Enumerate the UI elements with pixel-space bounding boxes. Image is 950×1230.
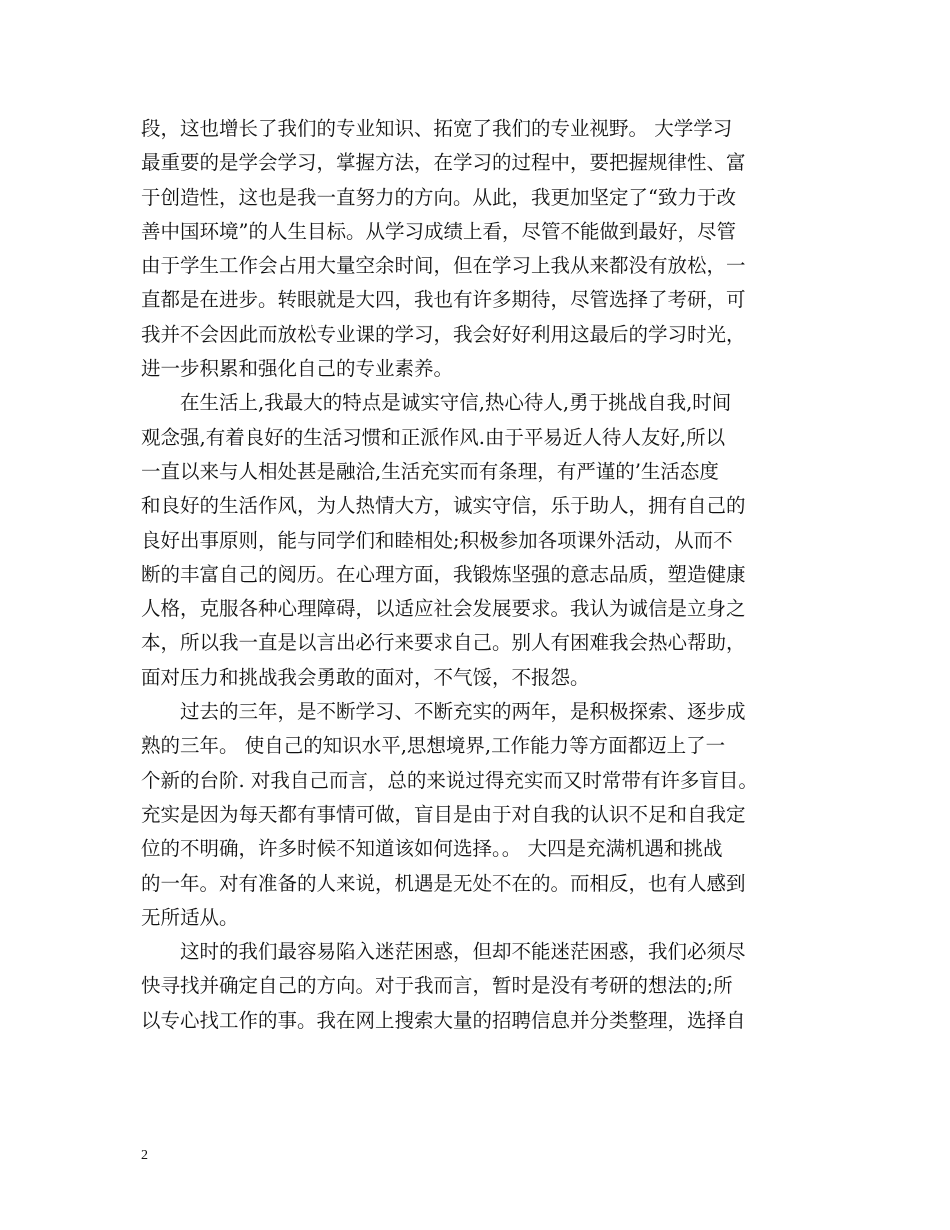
text-line: 直都是在进步。转眼就是大四，我也有许多期待，尽管选择了考研，可 bbox=[141, 288, 746, 312]
text-line: 本，所以我一直是以言出必行来要求自己。别人有困难我会热心帮助， bbox=[141, 631, 746, 655]
text-line: 位的不明确，许多时候不知道该如何选择。。 大四是充满机遇和挑战 bbox=[141, 837, 723, 861]
page-number: 2 bbox=[141, 1148, 148, 1163]
text-line: 充实是因为每天都有事情可做，盲目是由于对自我的认识不足和自我定 bbox=[141, 802, 746, 826]
text-line: 段，这也增长了我们的专业知识、拓宽了我们的专业视野。 大学学习 bbox=[141, 117, 733, 140]
text-line: 良好出事原则，能与同学们和睦相处;积极参加各项课外活动，从而不 bbox=[141, 528, 733, 552]
text-line: 快寻找并确定自己的方向。对于我而言，暂时是没有考研的想法的;所 bbox=[141, 974, 733, 998]
text-line: 熟的三年。 使自己的知识水平,思想境界,工作能力等方面都迈上了一 bbox=[141, 734, 726, 758]
text-line: 的一年。对有准备的人来说，机遇是无处不在的。而相反，也有人感到 bbox=[141, 871, 746, 895]
text-line: 断的丰富自己的阅历。在心理方面，我锻炼坚强的意志品质，塑造健康 bbox=[141, 562, 746, 586]
text-line: 个新的台阶. 对我自己而言，总的来说过得充实而又时常带有许多盲目。 bbox=[141, 768, 758, 792]
text-line: 由于学生工作会占用大量空余时间，但在学习上我从来都没有放松，一 bbox=[141, 254, 746, 278]
text-line: 在生活上,我最大的特点是诚实守信,热心待人,勇于挑战自我,时间 bbox=[180, 391, 732, 415]
text-line: 人格，克服各种心理障碍，以适应社会发展要求。我认为诚信是立身之 bbox=[141, 597, 746, 621]
body-text bbox=[141, 112, 816, 1038]
text-line: 善中国环境”的人生目标。从学习成绩上看，尽管不能做到最好，尽管 bbox=[141, 219, 736, 243]
text-line: 和良好的生活作风，为人热情大方，诚实守信，乐于助人，拥有自己的 bbox=[141, 494, 746, 518]
text-line: 一直以来与人相处甚是融洽,生活充实而有条理，有严谨的’生活态度 bbox=[141, 459, 719, 483]
text-line: 于创造性，这也是我一直努力的方向。从此，我更加坚定了“致力于改 bbox=[141, 185, 736, 209]
text-line: 进一步积累和强化自己的专业素养。 bbox=[141, 357, 454, 381]
text-line: 无所适从。 bbox=[141, 905, 239, 929]
text-line: 我并不会因此而放松专业课的学习，我会好好利用这最后的学习时光， bbox=[141, 322, 746, 346]
text-line: 面对压力和挑战我会勇敢的面对，不气馁，不报怨。 bbox=[141, 665, 590, 689]
text-line: 过去的三年，是不断学习、不断充实的两年，是积极探索、逐步成 bbox=[180, 700, 746, 724]
text-line: 最重要的是学会学习，掌握方法，在学习的过程中，要把握规律性、富 bbox=[141, 151, 746, 175]
text-line: 以专心找工作的事。我在网上搜索大量的招聘信息并分类整理，选择自 bbox=[141, 1008, 746, 1032]
text-line: 这时的我们最容易陷入迷茫困惑，但却不能迷茫困惑，我们必须尽 bbox=[180, 940, 746, 964]
text-line: 观念强,有着良好的生活习惯和正派作风.由于平易近人待人友好,所以 bbox=[141, 425, 726, 449]
